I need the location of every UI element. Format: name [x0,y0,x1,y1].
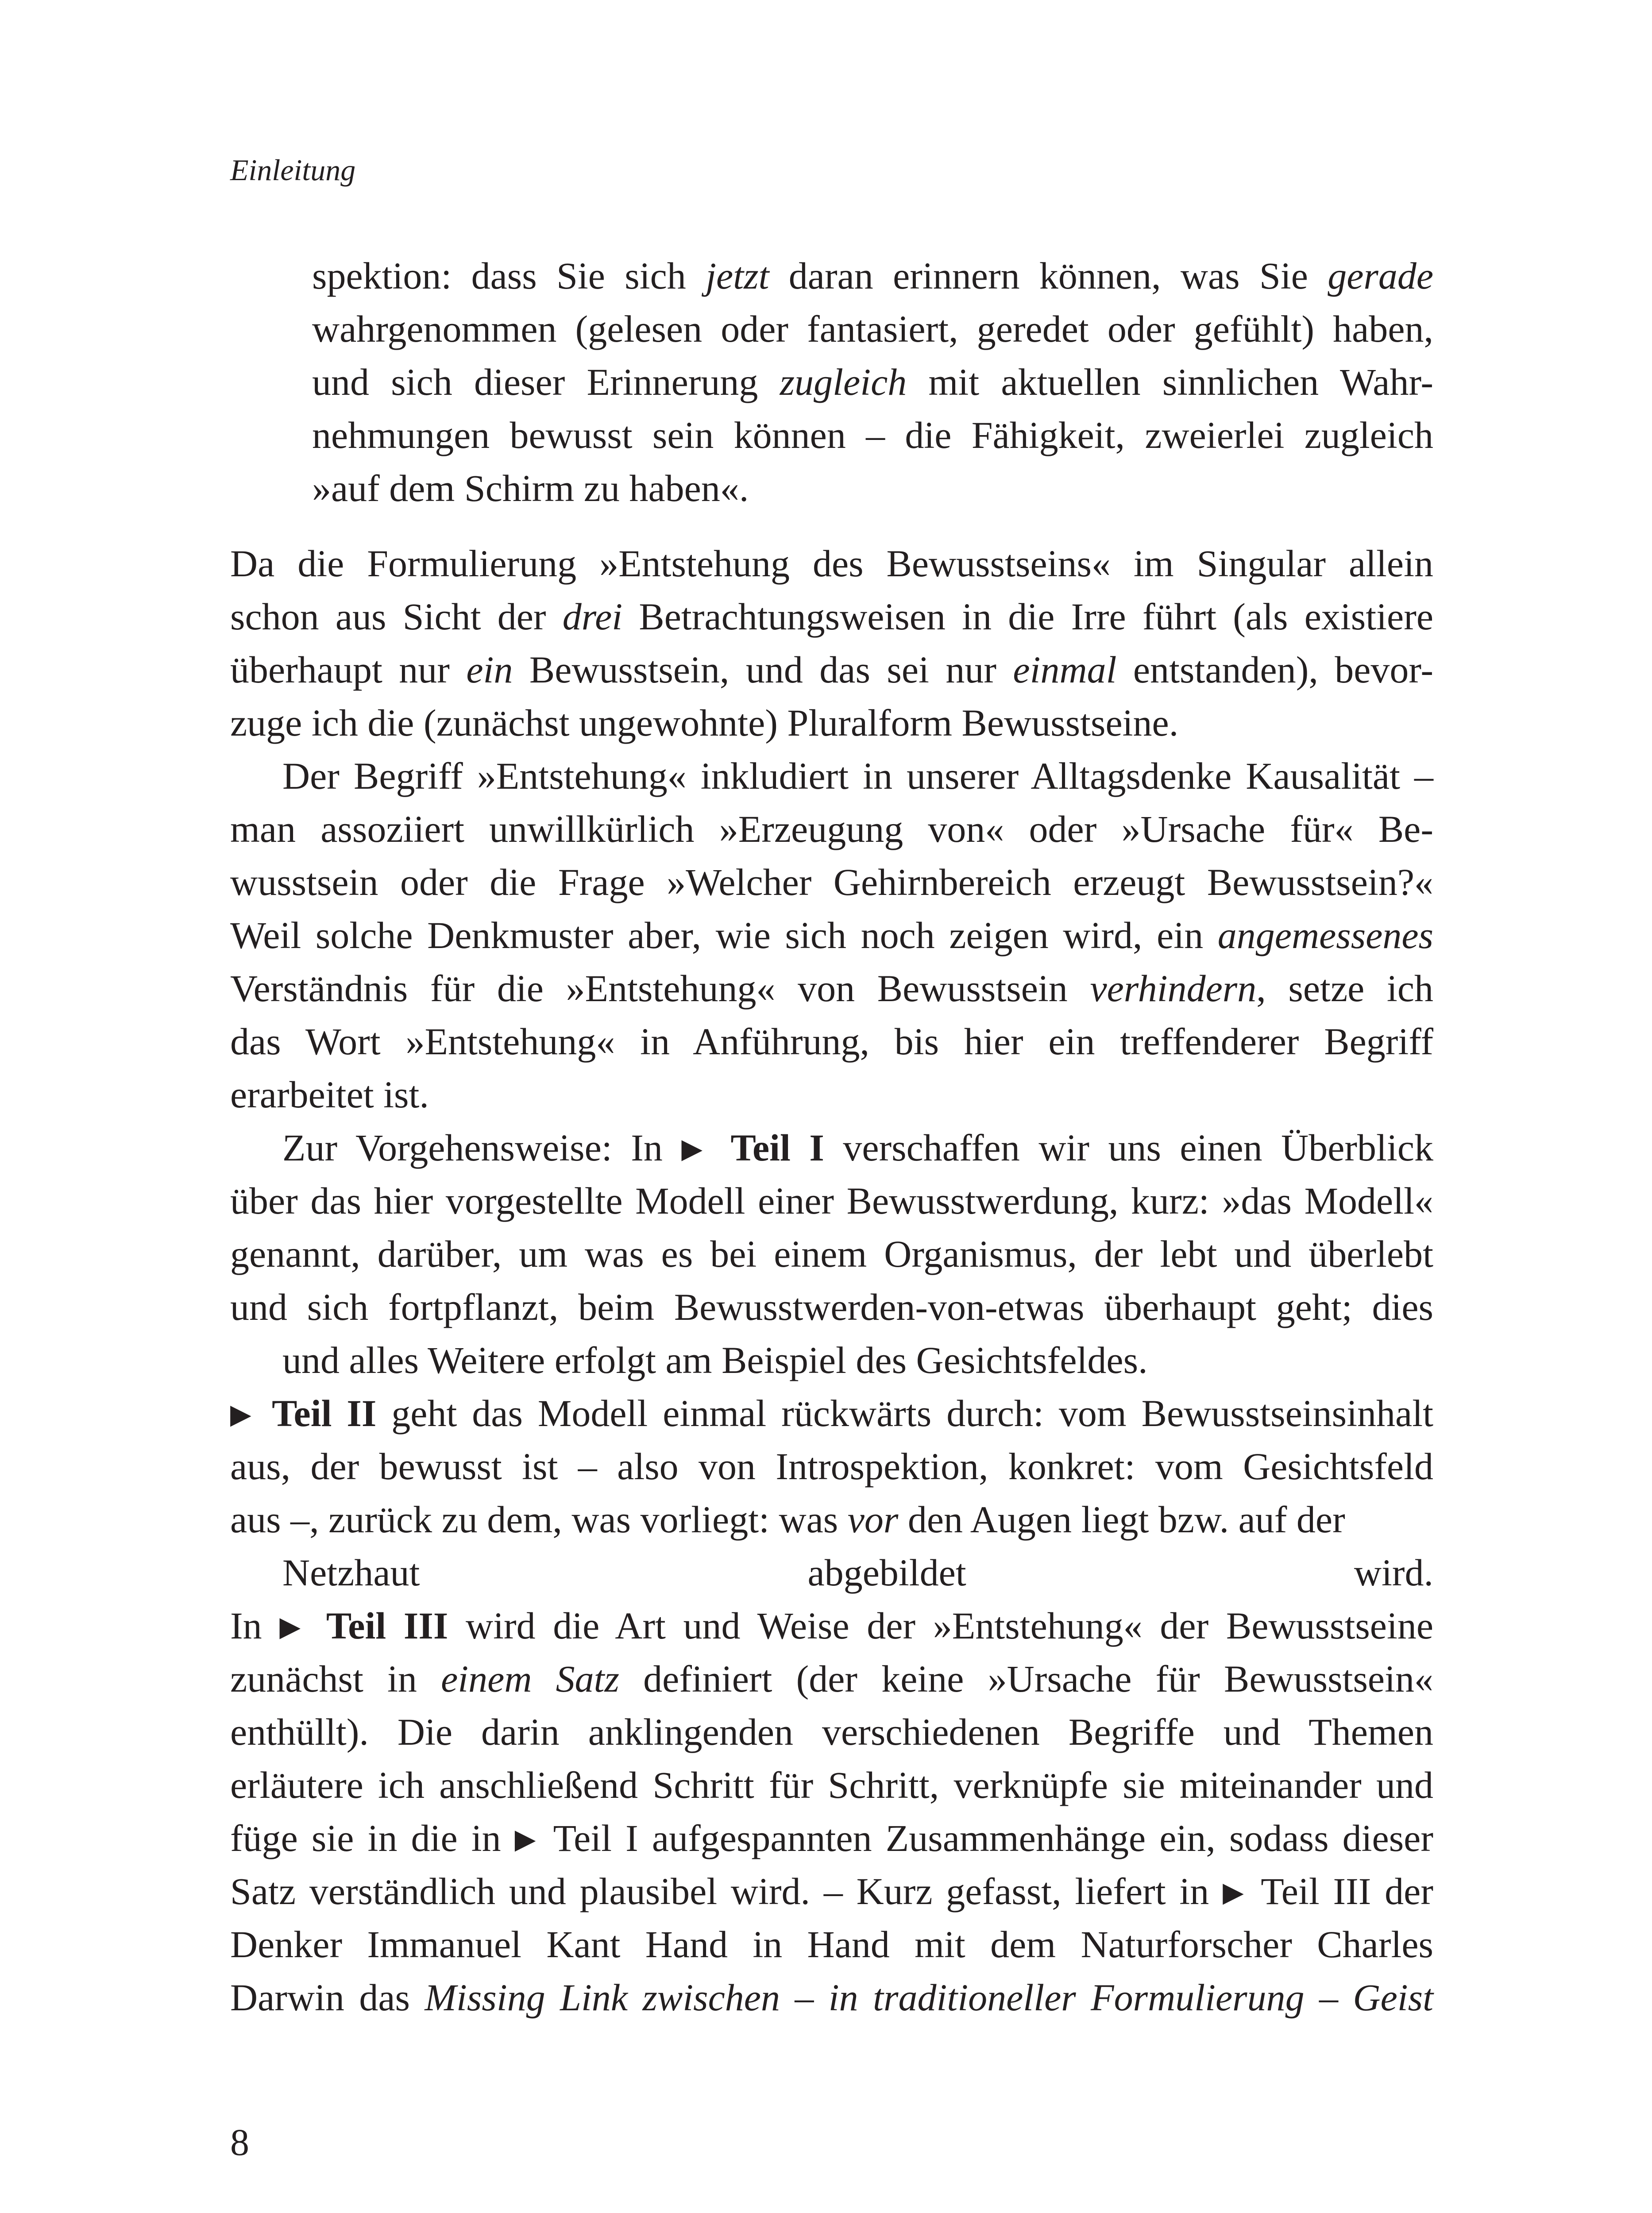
body-text [230,537,1433,2024]
body-line: zunächst in einem Satz definiert (der keine »Ursache für Bewusstsein« [230,1658,1433,1700]
body-line: ▶ Teil II geht das Modell einmal rückwärts durch: vom Bewusstseinsinhalt [230,1392,1433,1434]
running-head: Einleitung [230,153,356,187]
body-line: Verständnis für die »Entstehung« von Bewusstsein verhindern, setze ich [230,967,1433,1010]
body-line: wusstsein oder die Frage »Welcher Gehirnbereich erzeugt Bewusstsein?« [230,861,1433,903]
quote-line: »auf dem Schirm zu haben«. [312,467,749,509]
body-line: genannt, darüber, um was es bei einem Organismus, der lebt und überlebt [230,1233,1433,1275]
body-line: Der Begriff »Entstehung« inkludiert in unserer Alltagsdenke Kausalität – [282,755,1433,797]
body-line: Satz verständlich und plausibel wird. – Kurz gefasst, liefert in ▶ Teil III der [230,1870,1433,1912]
quote-line: wahrgenommen (gelesen oder fantasiert, geredet oder gefühlt) haben, [312,308,1433,350]
page-number: 8 [230,2121,249,2163]
body-line: und alles Weitere erfolgt am Beispiel des Gesichtsfeldes. [282,1339,1148,1381]
body-line: schon aus Sicht der drei Betrachtungsweisen in die Irre führt (als existiere [230,595,1434,638]
body-line: aus –, zurück zu dem, was vorliegt: was vor den Augen liegt bzw. auf der [230,1498,1345,1541]
quote-line: spektion: dass Sie sich jetzt daran erinnern können, was Sie gerade [312,254,1433,297]
body-line: erläutere ich anschließend Schritt für Schritt, verknüpfe sie miteinander und [230,1764,1433,1806]
body-line: enthüllt). Die darin anklingenden verschiedenen Begriffe und Themen [230,1711,1433,1753]
body-line: zuge ich die (zunächst ungewohnte) Pluralform Bewusstseine. [230,702,1179,744]
body-line: Zur Vorgehensweise: In ▶ Teil I verschaffen wir uns einen Überblick [282,1126,1433,1169]
body-line: das Wort »Entstehung« in Anführung, bis hier ein treffenderer Begriff [230,1020,1433,1063]
body-line: Weil solche Denkmuster aber, wie sich noch zeigen wird, ein angemessenes [230,914,1433,956]
body-line: Da die Formulierung »Entstehung des Bewusstseins« im Singular allein [230,542,1433,585]
quote-line: und sich dieser Erinnerung zugleich mit aktuellen sinnlichen Wahr- [312,361,1433,403]
body-line: Darwin das Missing Link zwischen – in traditioneller Formulierung – Geist [230,1976,1433,2019]
body-line: und sich fortpflanzt, beim Bewusstwerden-von-etwas überhaupt geht; dies [230,1286,1433,1328]
body-line: erarbeitet ist. [230,1073,429,1116]
body-line: aus, der bewusst ist – also von Introspektion, konkret: vom Gesichtsfeld [230,1445,1433,1488]
body-line: Denker Immanuel Kant Hand in Hand mit dem Naturforscher Charles [230,1923,1433,1966]
body-line: füge sie in die in ▶ Teil I aufgespannten Zusammenhänge ein, sodass dieser [230,1817,1433,1859]
body-line: überhaupt nur ein Bewusstsein, und das sei nur einmal entstanden), bevor- [230,648,1433,691]
body-line: man assoziiert unwillkürlich »Erzeugung von« oder »Ursache für« Be- [230,808,1433,850]
quote-line: nehmungen bewusst sein können – die Fähigkeit, zweierlei zugleich [312,414,1433,456]
body-line: Netzhaut abgebildet wird. [282,1551,1433,1594]
body-line: In ▶ Teil III wird die Art und Weise der »Entstehung« der Bewusstseine [230,1604,1434,1647]
quote-paragraph [312,249,1433,515]
body-line: über das hier vorgestellte Modell einer Bewusstwerdung, kurz: »das Modell« [230,1180,1433,1222]
